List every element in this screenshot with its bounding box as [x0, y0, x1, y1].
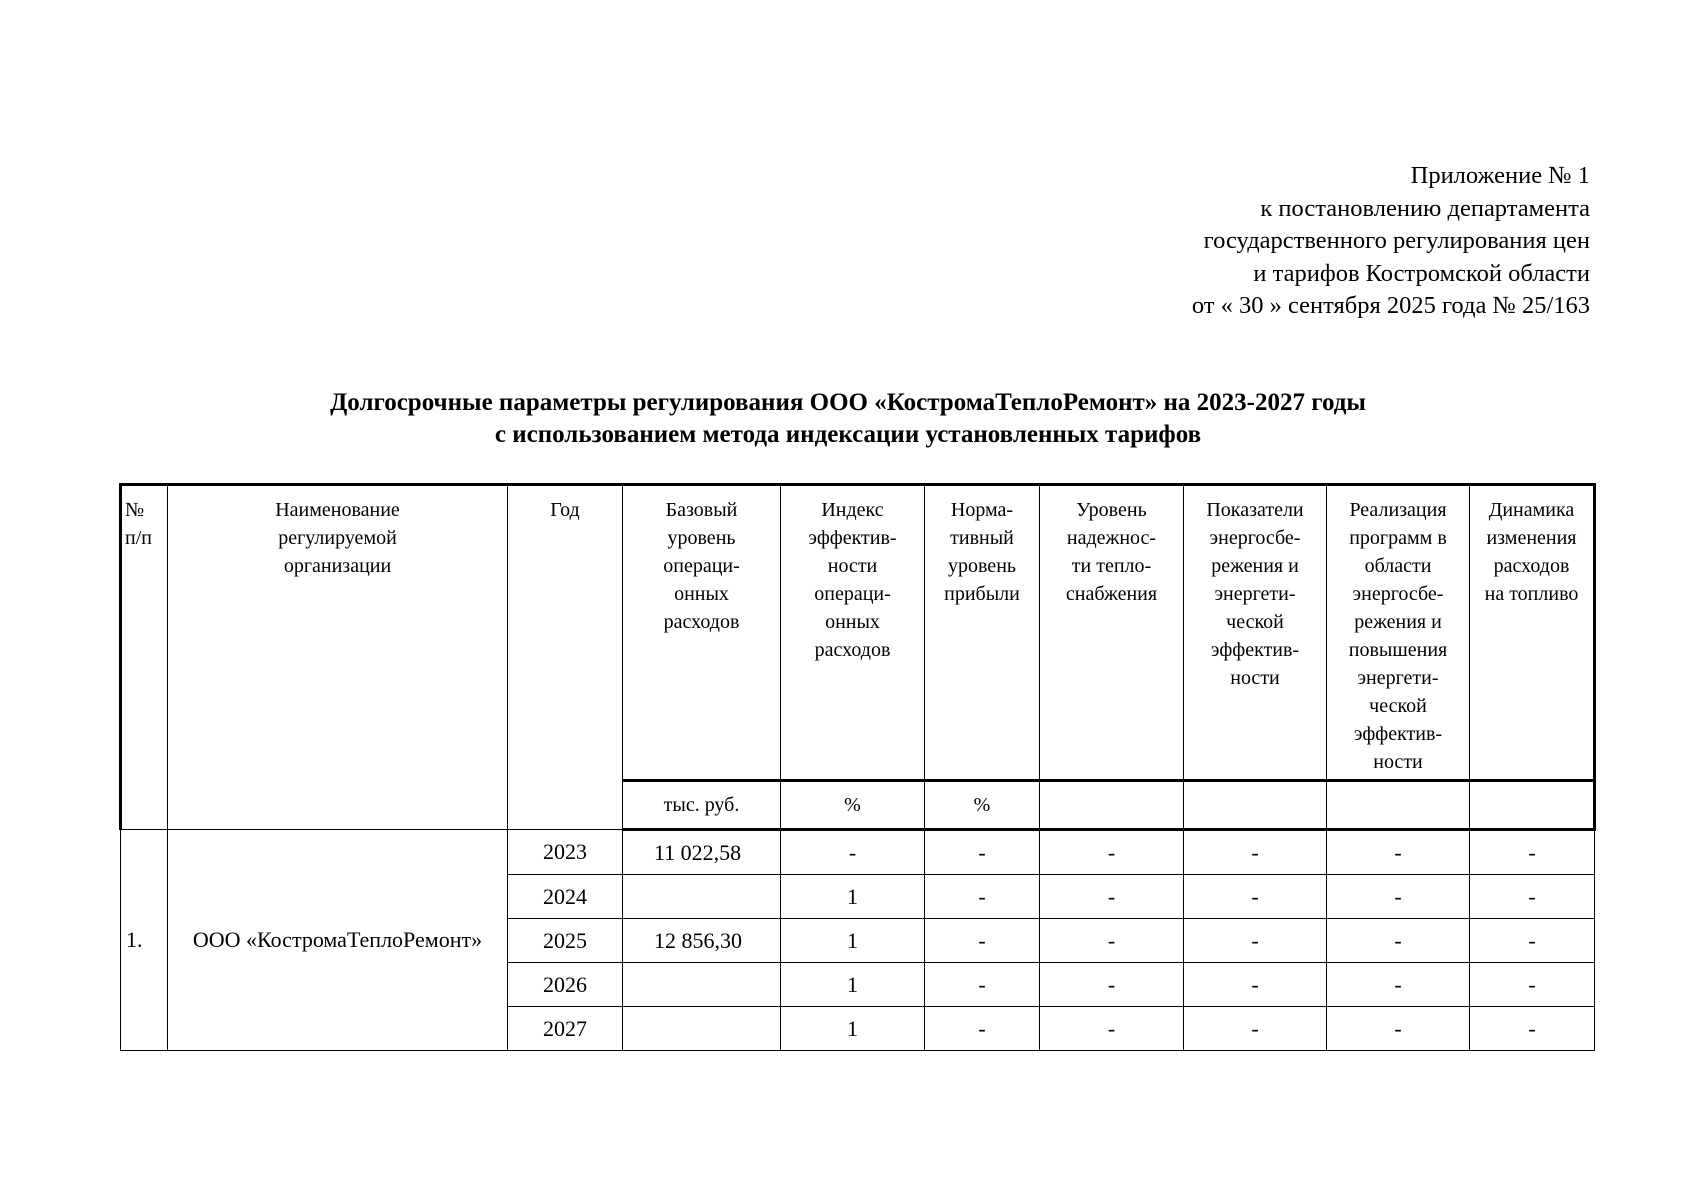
unit-efficiency-index: % — [781, 781, 925, 830]
reliability-cell: - — [1040, 1007, 1184, 1051]
regulation-parameters-table — [119, 483, 1596, 1051]
year-cell: 2025 — [508, 919, 623, 963]
header-normative-profit: Норма- тивный уровень прибыли — [925, 485, 1040, 781]
header-energy-saving-indicators: Показатели энергосбе- режения и энергети- ческой эффектив- ности — [1184, 485, 1327, 781]
fuel-cost-dynamics-cell: - — [1470, 1007, 1595, 1051]
energy-saving-indicators-cell: - — [1184, 963, 1327, 1007]
appendix-number: Приложение № 1 — [1410, 162, 1590, 189]
row-number-cell: 1. — [121, 830, 168, 1051]
header-year: Год — [508, 485, 623, 830]
energy-saving-indicators-cell: - — [1184, 1007, 1327, 1051]
efficiency-index-cell: 1 — [781, 919, 925, 963]
normative-profit-cell: - — [925, 875, 1040, 919]
efficiency-index-cell: 1 — [781, 963, 925, 1007]
table-row — [121, 830, 1595, 875]
header-fuel-cost-dynamics: Динамика изменения расходов на топливо — [1470, 485, 1595, 781]
document-title-line-1: Долгосрочные параметры регулирования ООО «КостромаТеплоРемонт» на 2023-2027 годы — [330, 389, 1366, 416]
organization-cell: ООО «КостромаТеплоРемонт» — [168, 830, 508, 1051]
reliability-cell: - — [1040, 919, 1184, 963]
base-opex-cell — [623, 1007, 781, 1051]
unit-energy-saving-programs — [1327, 781, 1470, 830]
energy-saving-indicators-cell: - — [1184, 919, 1327, 963]
base-opex-cell — [623, 963, 781, 1007]
energy-saving-programs-cell: - — [1327, 919, 1470, 963]
header-organization: Наименование регулируемой организации — [168, 485, 508, 830]
header-energy-saving-programs: Реализация программ в области энергосбе- режения и повышения энергети- ческой эффектив- ности — [1327, 485, 1470, 781]
appendix-region-line: и тарифов Костромской области — [1253, 259, 1590, 287]
year-cell: 2027 — [508, 1007, 623, 1051]
fuel-cost-dynamics-cell: - — [1470, 919, 1595, 963]
base-opex-cell — [623, 875, 781, 919]
base-opex-cell: 12 856,30 — [623, 919, 781, 963]
unit-normative-profit: % — [925, 781, 1040, 830]
energy-saving-indicators-cell: - — [1184, 875, 1327, 919]
normative-profit-cell: - — [925, 963, 1040, 1007]
appendix-reference — [1000, 160, 1590, 323]
year-cell: 2023 — [508, 830, 623, 875]
normative-profit-cell: - — [925, 830, 1040, 875]
unit-reliability — [1040, 781, 1184, 830]
unit-base-opex: тыс. руб. — [623, 781, 781, 830]
energy-saving-programs-cell: - — [1327, 963, 1470, 1007]
appendix-department-line: государственного регулирования цен — [1203, 227, 1590, 254]
reliability-cell: - — [1040, 830, 1184, 875]
document-title-line-2: с использованием метода индексации установленных тарифов — [494, 421, 1202, 448]
efficiency-index-cell: 1 — [781, 875, 925, 919]
unit-energy-saving-indicators — [1184, 781, 1327, 830]
year-cell: 2024 — [508, 875, 623, 919]
header-base-opex: Базовый уровень операци- онных расходов — [623, 485, 781, 781]
energy-saving-indicators-cell: - — [1184, 830, 1327, 875]
appendix-date-number: от « 30 » сентября 2025 года № 25/163 — [1191, 292, 1590, 319]
unit-fuel-cost-dynamics — [1470, 781, 1595, 830]
energy-saving-programs-cell: - — [1327, 1007, 1470, 1051]
appendix-decree-line: к постановлению департамента — [1260, 194, 1590, 222]
base-opex-cell: 11 022,58 — [623, 830, 781, 875]
fuel-cost-dynamics-cell: - — [1470, 875, 1595, 919]
header-reliability: Уровень надежнос- ти тепло- снабжения — [1040, 485, 1184, 781]
reliability-cell: - — [1040, 963, 1184, 1007]
efficiency-index-cell: 1 — [781, 1007, 925, 1051]
reliability-cell: - — [1040, 875, 1184, 919]
normative-profit-cell: - — [925, 919, 1040, 963]
year-cell: 2026 — [508, 963, 623, 1007]
energy-saving-programs-cell: - — [1327, 875, 1470, 919]
normative-profit-cell: - — [925, 1007, 1040, 1051]
fuel-cost-dynamics-cell: - — [1470, 830, 1595, 875]
header-efficiency-index: Индекс эффектив- ности операци- онных расходов — [781, 485, 925, 781]
energy-saving-programs-cell: - — [1327, 830, 1470, 875]
header-row-number: № п/п — [121, 485, 168, 830]
efficiency-index-cell: - — [781, 830, 925, 875]
fuel-cost-dynamics-cell: - — [1470, 963, 1595, 1007]
document-title — [0, 387, 1696, 451]
